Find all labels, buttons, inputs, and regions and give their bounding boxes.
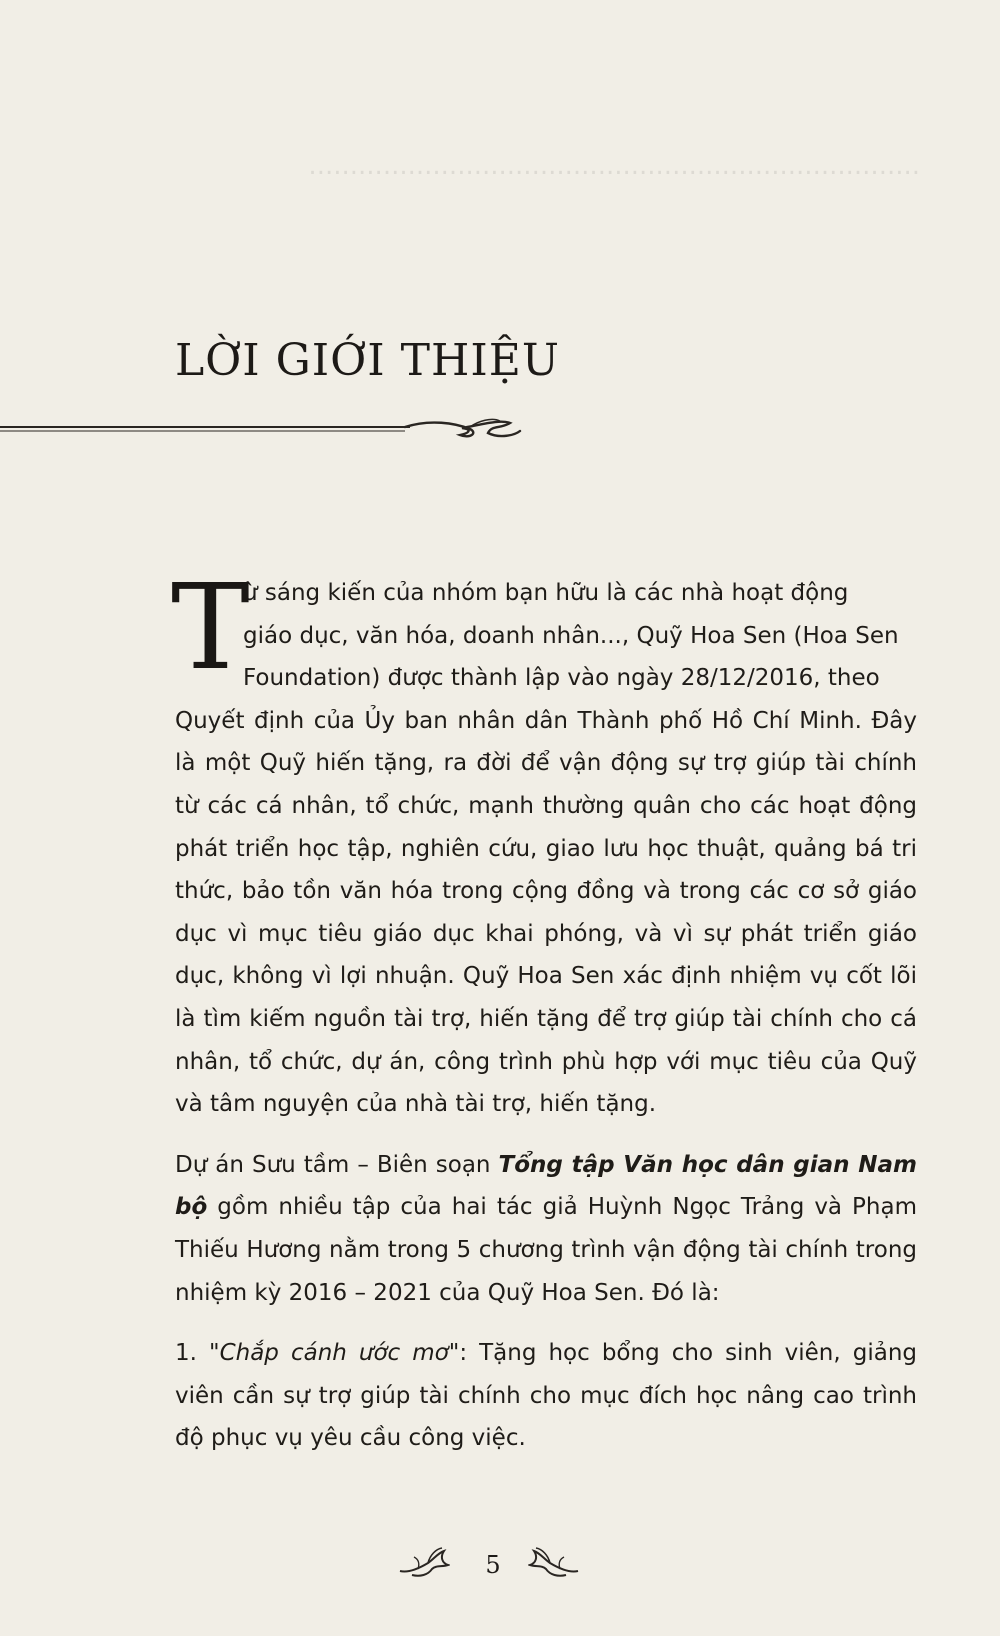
project-text-after: gồm nhiều tập của hai tác giả Huỳnh Ngọc Trảng và Phạm Thiếu Hương nằm trong 5 chương trình vận động tài chính trong nhiệm kỳ 2016 – 2021 của Quỹ Hoa Sen. Đó là:	[175, 1194, 917, 1306]
paragraph-program-1	[175, 1332, 917, 1460]
drop-cap: T	[171, 558, 250, 696]
paragraph-intro	[171, 558, 917, 1126]
intro-continuation: Quyết định của Ủy ban nhân dân Thành phố Hồ Chí Minh. Đây là một Quỹ hiến tặng, ra đời để vận động sự trợ giúp tài chính từ các cá nhân, tổ chức, mạnh thường quân cho các hoạt động phát triển học tập, nghiên cứu, giao lưu học thuật, quảng bá tri thức, bảo tồn văn hóa trong cộng đồng và trong các cơ sở giáo dục vì mục tiêu giáo dục khai phóng, và vì sự phát triển giáo dục, không vì lợi nhuận. Quỹ Hoa Sen xác định nhiệm vụ cốt lõi là tìm kiếm nguồn tài trợ, hiến tặng để trợ giúp tài chính cho cá nhân, tổ chức, dự án, công trình phù hợp với mục tiêu của Quỹ và tâm nguyện của nhà tài trợ, hiến tặng.	[175, 707, 917, 1118]
page-title: LỜI GIỚI THIỆU	[175, 335, 560, 386]
book-title: Tổng tập Văn học dân gian Nam bộ	[175, 1151, 917, 1221]
intro-line-3: Foundation) được thành lập vào ngày 28/12/2016, theo	[243, 665, 880, 692]
title-block	[0, 335, 560, 435]
paragraph-project	[175, 1144, 917, 1314]
program-description: : Tặng học bổng cho sinh viên, giảng viên cần sự trợ giúp tài chính cho mục đích học nâng cao trình độ phục vụ yêu cầu công việc.	[175, 1340, 917, 1452]
left-floral-ornament-icon	[398, 1547, 450, 1583]
project-text-before: Dự án Sưu tầm – Biên soạn	[175, 1151, 499, 1178]
body-text	[171, 558, 917, 1460]
bleed-through-text: ..........................................................................	[308, 151, 920, 181]
title-underline-ornament	[0, 405, 540, 445]
right-floral-ornament-icon	[528, 1547, 580, 1583]
page-number: 5	[485, 1551, 501, 1579]
page-footer	[0, 1545, 1000, 1595]
program-name: "Chắp cánh ước mơ"	[209, 1340, 460, 1367]
intro-line-1: ừ sáng kiến của nhóm bạn hữu là các nhà hoạt động	[243, 580, 849, 606]
program-number: 1.	[175, 1340, 209, 1367]
intro-line-2: giáo dục, văn hóa, doanh nhân..., Quỹ Hoa Sen (Hoa Sen	[243, 622, 899, 649]
